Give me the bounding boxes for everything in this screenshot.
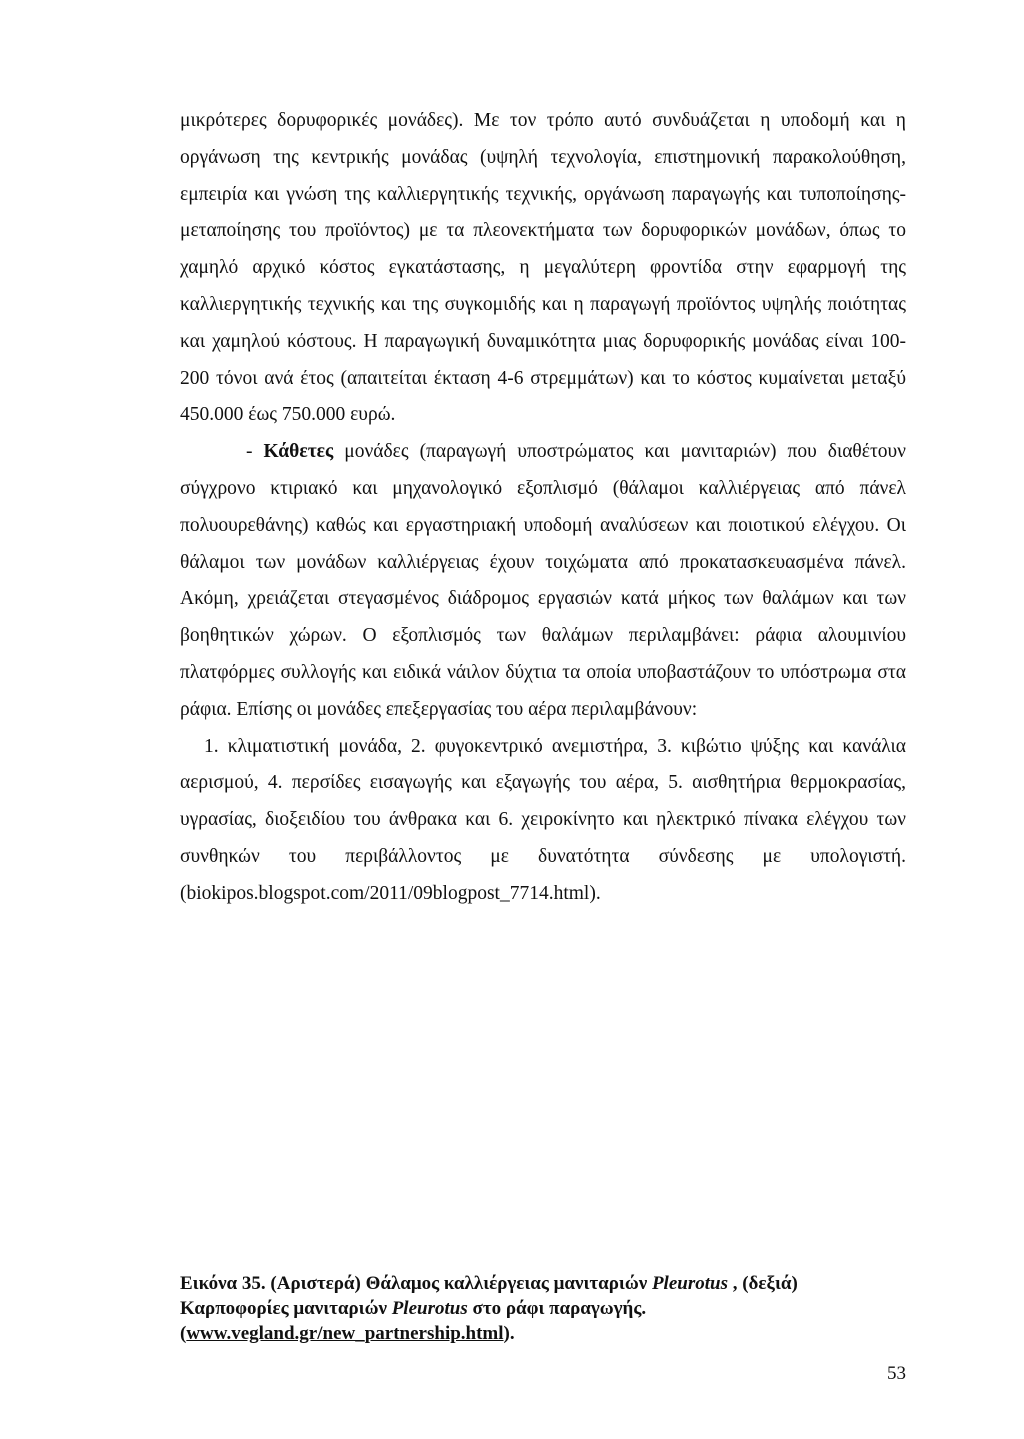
caption-species: Pleurotus	[651, 1273, 728, 1294]
caption-text: , (δεξιά)	[727, 1273, 798, 1294]
figure-caption	[180, 1271, 906, 1346]
caption-paren: (	[180, 1323, 187, 1344]
caption-line-1	[180, 1271, 906, 1296]
paragraph-text: μονάδες (παραγωγή υποστρώματος και μανιταριών) που διαθέτουν σύγχρονο κτιριακό και μηχανολογικό εξοπλισμό (θάλαμοι καλλιέργειας από πάνελ πολυουρεθάνης) καθώς και εργαστηριακή υποδομή αναλύσεων και ποιοτικού ελέγχου. Οι θάλαμοι των μονάδων καλλιέργειας έχουν τοιχώματα από προκατασκευασμένα πάνελ. Ακόμη, χρειάζεται στεγασμένος διάδρομος εργασιών κατά μήκος των θαλάμων και των βοηθητικών χώρων. Ο εξοπλισμός των θαλάμων περιλαμβάνει: ράφια αλουμινίου πλατφόρμες συλλογής και ειδικά νάιλον δύχτια τα οποία υποβαστάζουν το υπόστρωμα στα ράφια. Επίσης οι μονάδες επεξεργασίας του αέρα περιλαμβάνουν:	[180, 441, 907, 720]
paragraph-equipment-list	[180, 729, 906, 913]
paragraph-vertical-units	[180, 434, 906, 728]
caption-paren: ).	[503, 1323, 515, 1344]
caption-line-2	[180, 1296, 906, 1321]
caption-text: Εικόνα 35. (Αριστερά) Θάλαμος καλλιέργειας μανιταριών	[180, 1273, 652, 1294]
caption-text: στο ράφι παραγωγής.	[467, 1298, 647, 1319]
paragraph-satellite-units	[180, 103, 906, 434]
bold-term: Κάθετες	[263, 441, 334, 463]
list-dash: -	[246, 441, 264, 463]
caption-line-3	[180, 1321, 906, 1346]
paragraph-text: μικρότερες δορυφορικές μονάδες). Με τον τρόπο αυτό συνδυάζεται η υποδομή και η οργάνωση της κεντρικής μονάδας (υψηλή τεχνολογία, επιστημονική παρακολούθηση, εμπειρία και γνώση της καλλιεργητικής τεχνικής, οργάνωση παραγωγής και τυποποίησης-μεταποίησης του προϊόντος) με τα πλεονεκτήματα των δορυφορικών μονάδων, όπως το χαμηλό αρχικό κόστος εγκατάστασης, η μεγαλύτερη φροντίδα στην εφαρμογή της καλλιεργητικής τεχνικής και της συγκομιδής και η παραγωγή προϊόντος υψηλής ποιότητας και χαμηλού κόστους. Η παραγωγική δυναμικότητα μιας δορυφορικής μονάδας είναι 100-200 τόνοι ανά έτος (απαιτείται έκταση 4-6 στρεμμάτων) και το κόστος κυμαίνεται μεταξύ 450.000 έως 750.000 ευρώ.	[180, 110, 906, 426]
paragraph-text: 1. κλιματιστική μονάδα, 2. φυγοκεντρικό ανεμιστήρα, 3. κιβώτιο ψύξης και κανάλια αερισμού, 4. περσίδες εισαγωγής και εξαγωγής του αέρα, 5. αισθητήρια θερμοκρασίας, υγρασίας, διοξειδίου του άνθρακα και 6. χειροκίνητο και ηλεκτρικό πίνακα ελέγχου των συνθηκών του περιβάλλοντος με δυνατότητα σύνδεσης με υπολογιστή. (biokipos.blogspot.com/2011/09blogpost_7714.html).	[180, 735, 906, 904]
page-number: 53	[887, 1363, 906, 1384]
body-text	[180, 103, 906, 913]
source-link[interactable]: www.vegland.gr/new_partnership.html	[186, 1323, 504, 1344]
caption-species: Pleurotus	[391, 1298, 468, 1319]
caption-text: Καρποφορίες μανιταριών	[180, 1298, 392, 1319]
